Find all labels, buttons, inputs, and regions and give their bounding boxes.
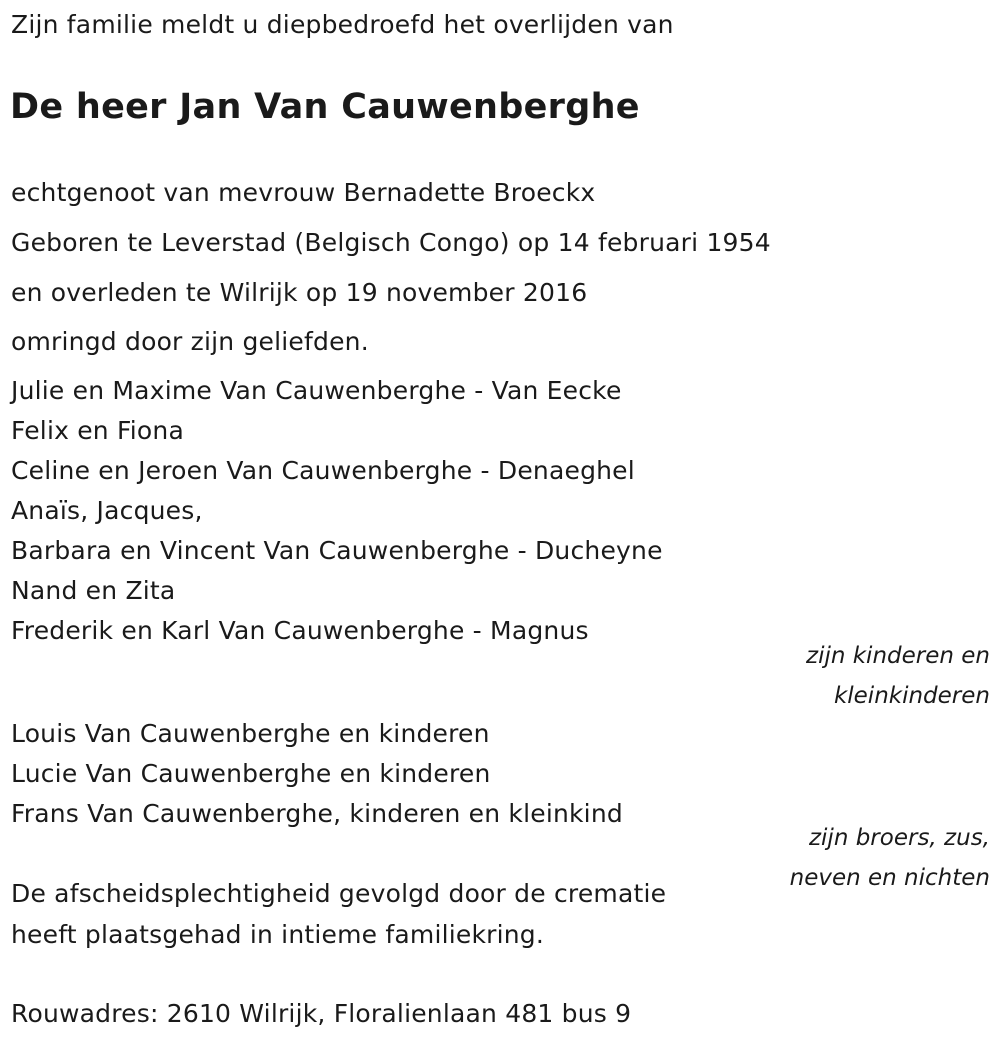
children-note — [806, 636, 990, 716]
list-item: Julie en Maxime Van Cauwenberghe - Van Eecke — [11, 376, 622, 405]
children-note-line: zijn kinderen en — [806, 643, 990, 669]
siblings-note-line: zijn broers, zus, — [808, 825, 990, 851]
deceased-name: De heer Jan Van Cauwenberghe — [10, 87, 640, 127]
list-item: Barbara en Vincent Van Cauwenberghe - Ducheyne — [11, 536, 663, 565]
ceremony-line: De afscheidsplechtigheid gevolgd door de crematie — [11, 879, 667, 908]
ceremony-line: heeft plaatsgehad in intieme familiekring. — [11, 920, 545, 949]
list-item: Louis Van Cauwenberghe en kinderen — [11, 719, 490, 748]
spouse-line: echtgenoot van mevrouw Bernadette Broeckx — [11, 178, 596, 207]
list-item: Celine en Jeroen Van Cauwenberghe - Denaeghel — [11, 456, 635, 485]
mourning-address: Rouwadres: 2610 Wilrijk, Floralienlaan 481 bus 9 — [11, 999, 632, 1028]
siblings-note — [790, 818, 990, 898]
surrounded-line: omringd door zijn geliefden. — [11, 327, 369, 356]
children-note-line: kleinkinderen — [833, 683, 990, 709]
list-item: Anaïs, Jacques, — [11, 496, 203, 525]
siblings-note-line: neven en nichten — [789, 865, 990, 891]
list-item: Nand en Zita — [11, 576, 176, 605]
list-item: Frans Van Cauwenberghe, kinderen en kleinkind — [11, 799, 623, 828]
death-line: en overleden te Wilrijk op 19 november 2016 — [11, 278, 588, 307]
intro-text: Zijn familie meldt u diepbedroefd het overlijden van — [11, 10, 674, 39]
list-item: Lucie Van Cauwenberghe en kinderen — [11, 759, 491, 788]
list-item: Frederik en Karl Van Cauwenberghe - Magnus — [11, 616, 589, 645]
birth-line: Geboren te Leverstad (Belgisch Congo) op 14 februari 1954 — [11, 228, 771, 257]
list-item: Felix en Fiona — [11, 416, 184, 445]
